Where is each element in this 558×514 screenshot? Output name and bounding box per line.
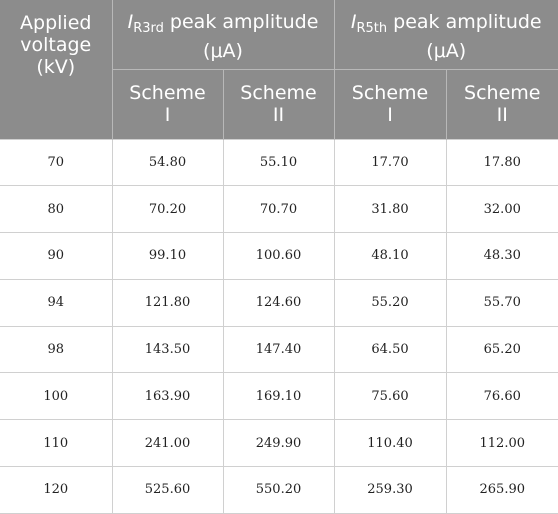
r5th-scheme-1-cell: 75.60 [334,373,446,420]
voltage-cell: 120 [0,467,112,514]
voltage-cell: 94 [0,279,112,326]
r3rd-suffix: peak amplitude [163,10,319,33]
r5th-scheme-1-cell: 110.40 [334,420,446,467]
r3rd-subscript: R3rd [133,20,164,36]
table-body [0,139,558,513]
r5th-scheme-2-cell: 48.30 [446,233,558,280]
r5th-scheme-1-cell: 31.80 [334,186,446,233]
r5th-scheme-1-cell: 55.20 [334,279,446,326]
applied-voltage-header [0,0,112,139]
scheme-number: I [387,104,393,126]
voltage-cell: 110 [0,420,112,467]
voltage-header-line2: voltage [20,34,92,56]
scheme-label: Scheme [351,82,429,104]
table-row [0,279,558,326]
scheme-header [334,69,446,139]
r5th-amplitude-header [334,0,558,69]
r5th-scheme-1-cell: 48.10 [334,233,446,280]
table-row [0,420,558,467]
r3rd-scheme-1-cell: 143.50 [112,326,223,373]
r3rd-scheme-2-cell: 550.20 [223,467,334,514]
r5th-scheme-2-cell: 65.20 [446,326,558,373]
r3rd-scheme-2-cell: 124.60 [223,279,334,326]
r5th-symbol: I [350,10,357,33]
scheme-number: II [272,104,285,126]
r3rd-scheme-2-cell: 70.70 [223,186,334,233]
voltage-cell: 70 [0,139,112,186]
voltage-header-line1: Applied [20,12,92,34]
r5th-scheme-2-cell: 17.80 [446,139,558,186]
r3rd-scheme-2-cell: 147.40 [223,326,334,373]
r3rd-scheme-1-cell: 525.60 [112,467,223,514]
r5th-subscript: R5th [356,20,388,36]
r5th-scheme-2-cell: 265.90 [446,467,558,514]
voltage-cell: 90 [0,233,112,280]
scheme-label: Scheme [129,82,206,104]
r3rd-scheme-1-cell: 163.90 [112,373,223,420]
scheme-number: II [496,104,508,126]
table-row [0,233,558,280]
r5th-scheme-2-cell: 112.00 [446,420,558,467]
header-row-top [0,0,558,69]
r5th-scheme-1-cell: 17.70 [334,139,446,186]
voltage-header-unit: (kV) [36,56,76,78]
scheme-number: I [164,104,171,126]
voltage-cell: 100 [0,373,112,420]
r5th-scheme-2-cell: 55.70 [446,279,558,326]
r3rd-scheme-1-cell: 121.80 [112,279,223,326]
r3rd-symbol: I [127,10,134,33]
table-row [0,186,558,233]
r5th-scheme-1-cell: 64.50 [334,326,446,373]
r3rd-scheme-1-cell: 54.80 [112,139,223,186]
r3rd-scheme-1-cell: 241.00 [112,420,223,467]
voltage-cell: 80 [0,186,112,233]
r5th-scheme-2-cell: 76.60 [446,373,558,420]
r5th-unit: (μA) [426,39,467,62]
r3rd-scheme-1-cell: 70.20 [112,186,223,233]
r3rd-unit: (μA) [203,39,243,62]
table-row [0,139,558,186]
scheme-header [112,69,223,139]
scheme-label: Scheme [464,82,541,104]
r3rd-amplitude-header [112,0,334,69]
voltage-cell: 98 [0,326,112,373]
table-header [0,0,558,139]
r3rd-scheme-2-cell: 100.60 [223,233,334,280]
r5th-suffix: peak amplitude [387,10,542,33]
scheme-header [223,69,334,139]
scheme-label: Scheme [240,82,317,104]
r5th-scheme-2-cell: 32.00 [446,186,558,233]
table-row [0,326,558,373]
scheme-header [446,69,558,139]
r3rd-scheme-2-cell: 249.90 [223,420,334,467]
r3rd-scheme-2-cell: 169.10 [223,373,334,420]
r3rd-scheme-2-cell: 55.10 [223,139,334,186]
r3rd-scheme-1-cell: 99.10 [112,233,223,280]
r5th-scheme-1-cell: 259.30 [334,467,446,514]
table-row [0,467,558,514]
table-row [0,373,558,420]
